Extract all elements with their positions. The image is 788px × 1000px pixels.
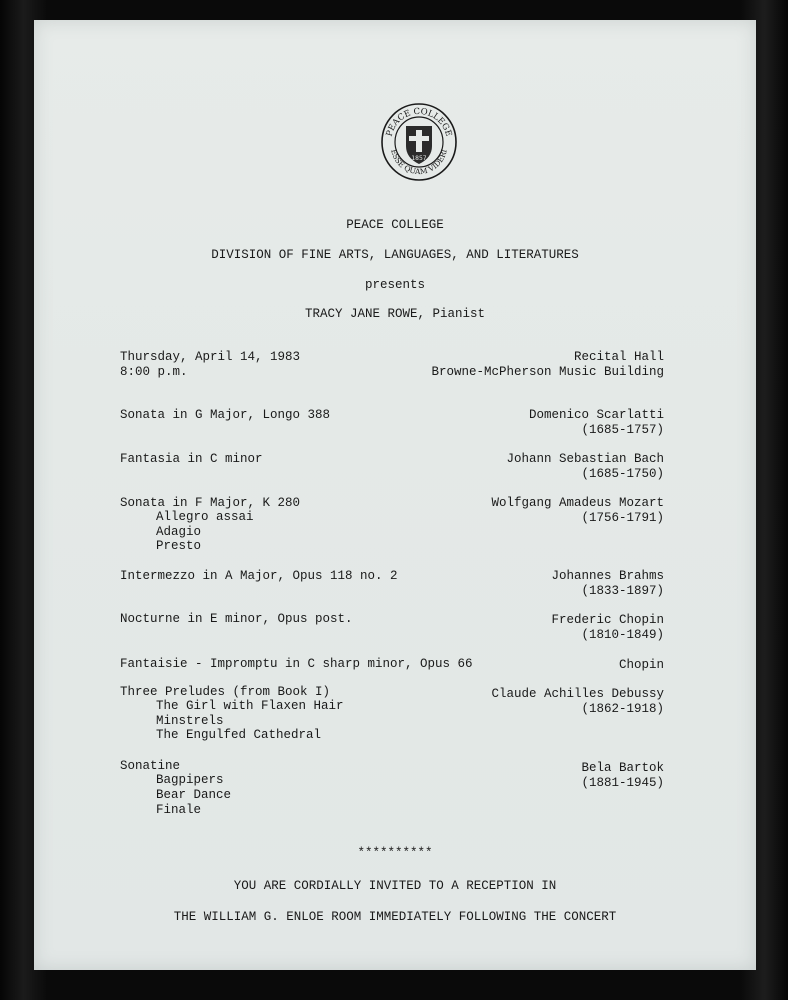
program-sheet [34, 20, 756, 970]
piece-title: Sonata in G Major, Longo 388 [120, 408, 331, 422]
college-seal-icon [379, 102, 459, 182]
movement: Finale [156, 803, 202, 817]
movement: Minstrels [156, 714, 224, 728]
composer-name: Johann Sebastian Bach [506, 452, 664, 466]
composer-dates: (1862-1918) [581, 702, 664, 716]
piece-title: Nocturne in E minor, Opus post. [120, 612, 353, 626]
movement: Bear Dance [156, 788, 232, 802]
composer-dates: (1833-1897) [581, 584, 664, 598]
piece-title: Fantaisie - Impromptu in C sharp minor, Opus 66 [120, 657, 473, 671]
composer-name: Bela Bartok [581, 761, 664, 775]
composer-name: Johannes Brahms [551, 569, 664, 583]
college-name: PEACE COLLEGE [346, 218, 444, 232]
seal-year: 1857 [411, 155, 427, 162]
composer-name: Chopin [618, 658, 664, 672]
event-venue: Recital Hall [573, 350, 664, 364]
movement: Bagpipers [156, 773, 224, 787]
composer-name: Frederic Chopin [551, 613, 664, 627]
composer-dates: (1881-1945) [581, 776, 664, 790]
seal-bottom-text: ESSE QUAM VIDERI [389, 148, 449, 177]
movement: The Engulfed Cathedral [156, 728, 322, 742]
movement: Adagio [156, 525, 202, 539]
reception-line-1: YOU ARE CORDIALLY INVITED TO A RECEPTION IN [233, 879, 557, 893]
reception-line-2: THE WILLIAM G. ENLOE ROOM IMMEDIATELY FOLLOWING THE CONCERT [173, 910, 617, 924]
movement: The Girl with Flaxen Hair [156, 699, 344, 713]
piece-title: Sonatine [120, 759, 181, 773]
division-name: DIVISION OF FINE ARTS, LANGUAGES, AND LITERATURES [211, 248, 579, 262]
separator-stars: ********** [357, 846, 433, 860]
composer-dates: (1756-1791) [581, 511, 664, 525]
event-date: Thursday, April 14, 1983 [120, 350, 301, 364]
composer-dates: (1685-1757) [581, 423, 664, 437]
movement: Presto [156, 539, 202, 553]
presents-text: presents [364, 278, 425, 292]
composer-dates: (1685-1750) [581, 467, 664, 481]
seal-top-text: PEACE COLLEGE [384, 106, 454, 138]
piece-title: Intermezzo in A Major, Opus 118 no. 2 [120, 569, 398, 583]
performer-name: TRACY JANE ROWE, Pianist [304, 307, 486, 321]
composer-name: Claude Achilles Debussy [491, 687, 664, 701]
event-building: Browne-McPherson Music Building [431, 365, 664, 379]
composer-dates: (1810-1849) [581, 628, 664, 642]
piece-title: Fantasia in C minor [120, 452, 263, 466]
event-time: 8:00 p.m. [120, 365, 188, 379]
piece-title: Sonata in F Major, K 280 [120, 496, 301, 510]
piece-title: Three Preludes (from Book I) [120, 685, 331, 699]
composer-name: Domenico Scarlatti [528, 408, 664, 422]
composer-name: Wolfgang Amadeus Mozart [491, 496, 664, 510]
movement: Allegro assai [156, 510, 254, 524]
